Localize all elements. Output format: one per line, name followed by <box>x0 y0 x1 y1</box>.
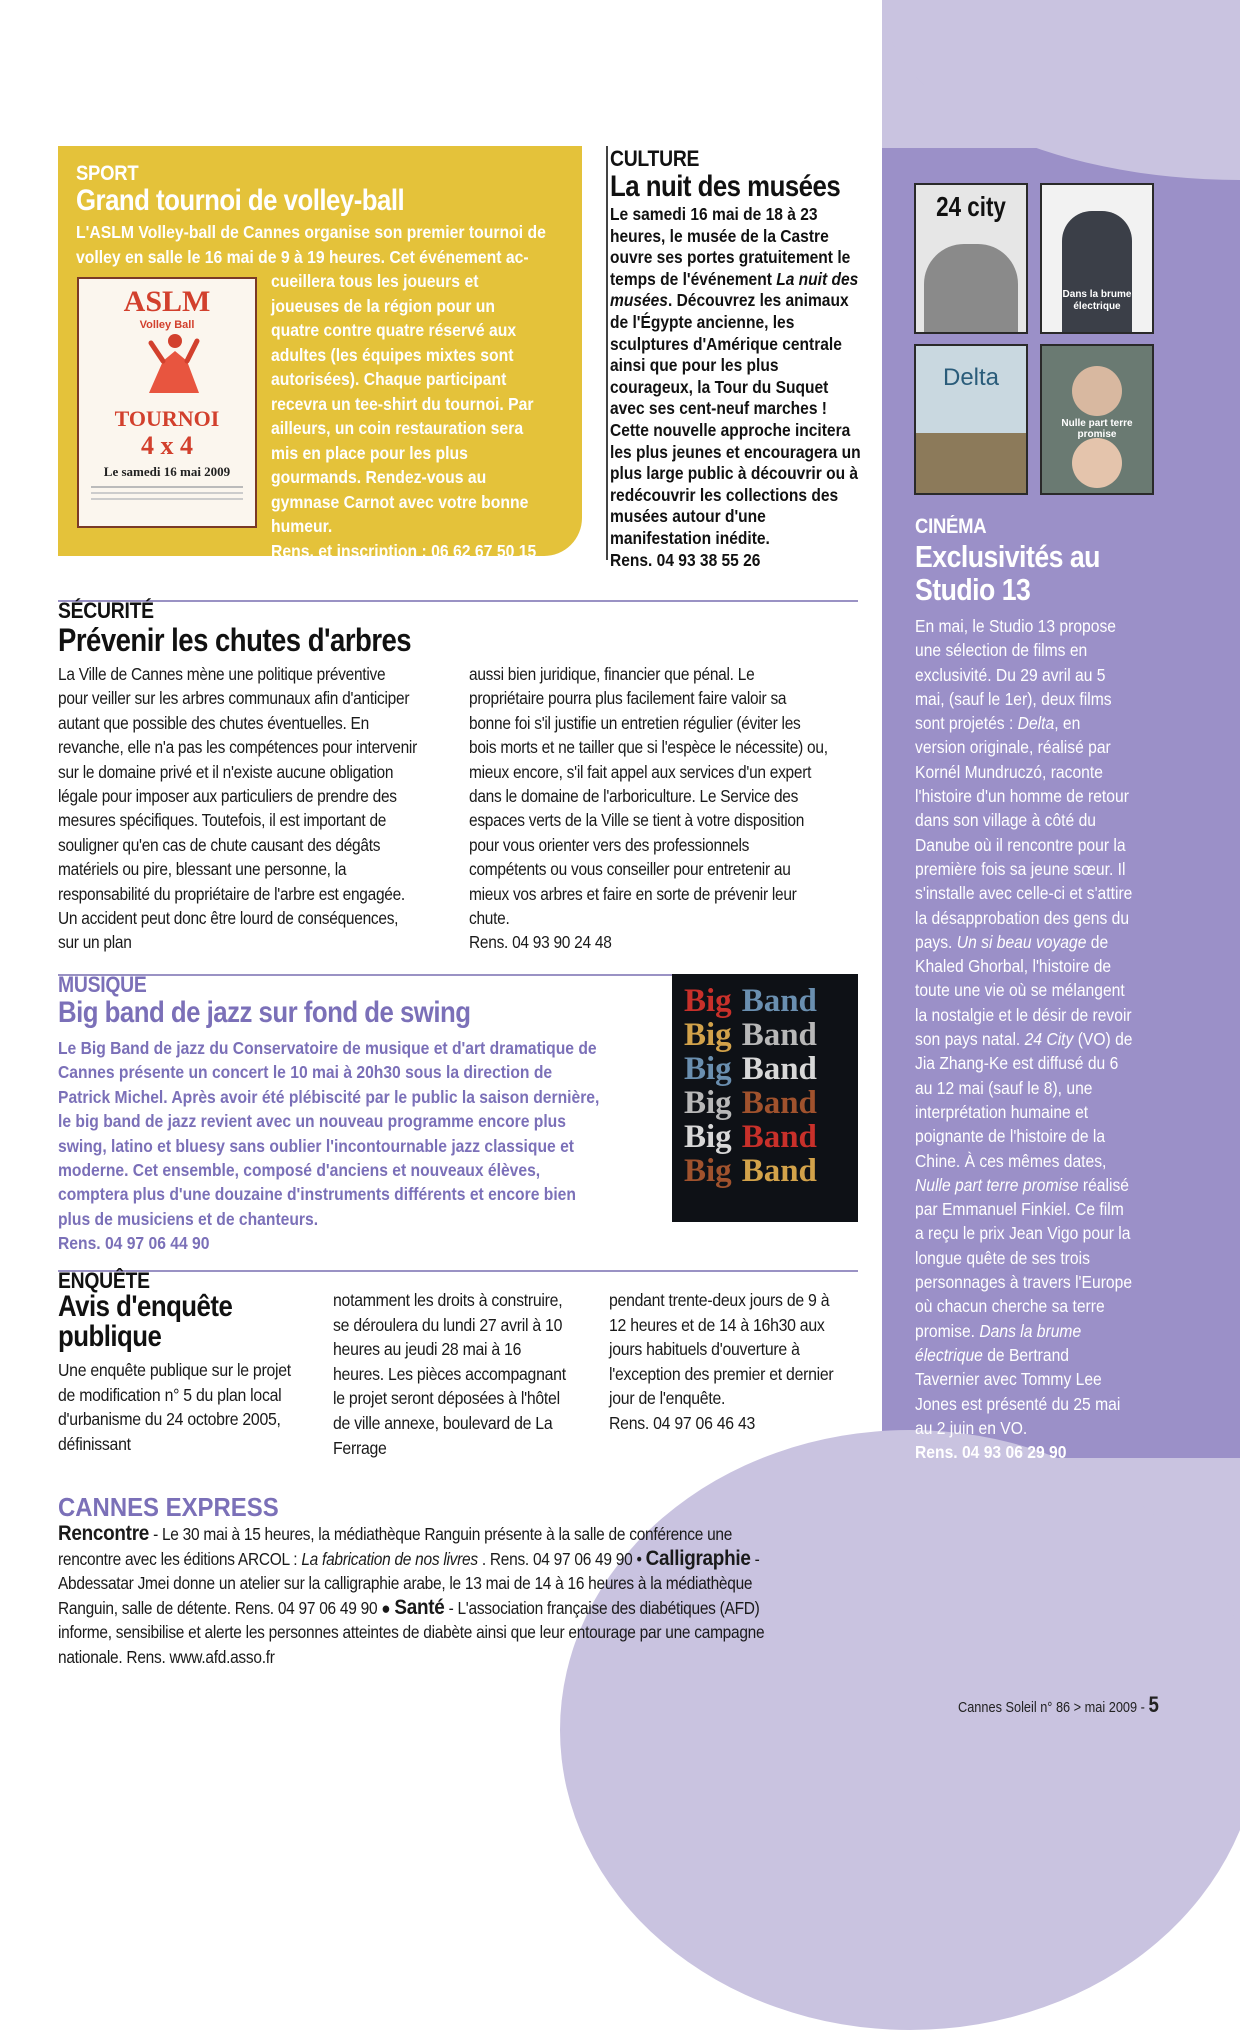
big-band-word: Band <box>741 1119 817 1155</box>
big-band-word: Band <box>741 1051 817 1087</box>
securite-rule <box>58 600 858 602</box>
poster-delta-title: Delta <box>942 364 1000 391</box>
musique-headline: Big band de jazz sur fond de swing <box>58 996 471 1029</box>
culture-contact: Rens. 04 93 38 55 26 <box>610 549 761 570</box>
poster-nulle-title: Nulle part terre promise <box>1061 418 1133 440</box>
poster-dans-la-brume <box>1040 183 1154 334</box>
culture-text-b: . Découvrez les animaux de l'Égypte ancienne, les sculptures d'Amérique centrale ainsi que pour les plus courageux, la Tour du Suquet avec ses cent-neuf marches ! Cette nouvelle approche incitera les plus jeunes et encouragera un plus large public à découvrir ou à redécouvrir les collections des musées autour d'une manifestation inédite. <box>610 290 861 548</box>
poster-24-city <box>914 183 1028 334</box>
big-band-row <box>684 1154 827 1188</box>
big-band-row <box>684 1018 827 1052</box>
sport-contact: Rens. et inscription : 06 62 67 50 15 <box>271 540 537 561</box>
culture-event-name: La nuit des musées <box>610 268 859 311</box>
culture-kicker: CULTURE <box>610 146 700 171</box>
cinema-body <box>915 614 1133 1464</box>
cinema-headline: Exclusivités au Studio 13 <box>915 539 1100 607</box>
footer-publication: Cannes Soleil n° 86 > mai 2009 - <box>958 1699 1149 1716</box>
big-band-word: Band <box>741 983 817 1019</box>
cinema-contact: Rens. 04 93 06 29 90 <box>915 1442 1067 1463</box>
enquete-contact: Rens. 04 97 06 46 43 <box>609 1412 756 1433</box>
enquete-headline: Avis d'enquête publique <box>58 1290 233 1353</box>
musique-body <box>58 1036 605 1256</box>
cinema-text-2: , en version originale, réalisé par Kornél Mundruczó, raconte l'histoire d'un homme de retour dans son village à côté du Danube où il rencontre pour la première fois sa jeune sœur. Il s'installe avec celle-ci et s'attire la désapprobation des gens du pays. <box>915 713 1133 952</box>
big-band-word: Big <box>684 1051 732 1087</box>
securite-headline: Prévenir les chutes d'arbres <box>58 622 412 658</box>
big-band-row <box>684 1086 827 1120</box>
sport-poster-image <box>77 277 257 528</box>
cinema-film-24city: 24 City <box>1024 1029 1074 1050</box>
cannes-express-body <box>58 1522 778 1670</box>
bottom-decorative-arc <box>560 1430 1240 2030</box>
cinema-film-brume: Dans la brume électrique <box>915 1320 1082 1365</box>
big-band-word: Big <box>684 1153 732 1189</box>
page-number: 5 <box>1148 1692 1159 1717</box>
big-band-word: Big <box>684 1017 732 1053</box>
ce-rencontre-title: La fabrication de nos livres <box>301 1548 478 1569</box>
poster-nulle-part <box>1040 344 1154 495</box>
big-band-word: Band <box>741 1085 817 1121</box>
cannes-express-title: CANNES EXPRESS <box>58 1492 279 1522</box>
cinema-text-1: En mai, le Studio 13 propose une sélection de films en exclusivité. Du 29 avril au 5 mai, (sauf le 1er), deux films sont projetés : <box>915 616 1116 734</box>
enquete-column-3 <box>609 1288 843 1436</box>
poster-format: 4 x 4 <box>141 431 193 460</box>
sport-headline: Grand tournoi de volley-ball <box>76 184 405 217</box>
musique-contact: Rens. 04 97 06 44 90 <box>58 1233 210 1254</box>
big-band-image <box>672 974 858 1222</box>
sport-body-text: cueillera tous les joueurs et joueuses de la région pour un quatre contre quatre réservé aux adultes (les équipes mixtes sont autorisées). Chaque participant recevra un tee-shirt du tournoi. Par ailleurs, un coin restauration sera mis en place pour les plus gourmands. Rendez-vous au gymnase Carnot avec votre bonne humeur. <box>271 271 534 536</box>
ce-rencontre-contact: . Rens. 04 97 06 49 90 • <box>477 1548 646 1569</box>
culture-headline: La nuit des musées <box>610 170 841 203</box>
poster-delta <box>914 344 1028 495</box>
enquete-kicker: ENQUÊTE <box>58 1268 150 1293</box>
big-band-row <box>684 1052 827 1086</box>
securite-column-1: La Ville de Cannes mène une politique préventive pour veiller sur les arbres communaux afin d'anticiper autant que possible des chutes éventuelles. En revanche, elle n'a pas les compétences pour intervenir sur le domaine privé et il n'existe aucune obligation légale pour imposer aux particuliers de prendre des mesures spécifiques. Toutefois, il est important de souligner qu'en cas de chute causant des dégâts matériels ou pire, blessant une personne, la responsabilité du propriétaire de l'arbre est engagée. Un accident peut donc être lourd de conséquences, sur un plan <box>58 664 417 953</box>
securite-kicker: SÉCURITÉ <box>58 598 154 623</box>
big-band-word: Band <box>741 1017 817 1053</box>
sport-body <box>271 269 541 588</box>
ce-item-sante: Santé <box>394 1595 445 1619</box>
big-band-word: Band <box>741 1153 817 1189</box>
poster-brand: ASLM <box>123 285 211 318</box>
sport-article <box>58 146 582 585</box>
sport-kicker: SPORT <box>76 162 139 185</box>
securite-col2-text: aussi bien juridique, financier que pénal. Le propriétaire pourra plus facilement faire valoir sa bonne foi s'il justifie un entretien régulier (éviter les bois morts et ne tailler que si l'espèce le nécessite) ou, mieux encore, s'il fait appel aux services d'un expert dans le domaine de l'arboriculture. Le Service des espaces verts de la Ville se tient à votre disposition pour vous orienter vers des professionnels compétents ou vous conseiller pour entretenir au mieux vos arbres et faire en sorte de prévenir leur chute. <box>469 664 828 929</box>
big-band-word: Big <box>684 1119 732 1155</box>
enquete-column-1: Une enquête publique sur le projet de modification n° 5 du plan local d'urbanisme du 24 octobre 2005, définissant <box>58 1360 291 1454</box>
cinema-text-3: de Khaled Ghorbal, l'histoire de toute une vie où se mélangent la nostalgie et le désir de revoir son pays natal. <box>915 931 1132 1050</box>
ce-rencontre-text: - Le 30 mai à 15 heures, la médiathèque Ranguin présente à la salle de conférence une rencontre avec les éditions ARCOL : <box>58 1524 733 1569</box>
poster-brume-title: Dans la brume électrique <box>1062 289 1132 312</box>
cinema-film-delta: Delta <box>1017 713 1055 734</box>
big-band-word: Big <box>684 1085 732 1121</box>
volleyball-player-icon <box>79 331 255 401</box>
cinema-text-6: de Bertrand Tavernier avec Tommy Lee Jones est présenté du 25 mai au 2 juin en VO. <box>915 1344 1121 1438</box>
poster-date: Le samedi 16 mai 2009 <box>103 464 231 479</box>
cinema-text-4: (VO) de Jia Zhang-Ke est diffusé du 6 au 12 mai (sauf le 8), une interprétation humaine et poignante de l'histoire de la Chine. À ces mêmes dates, <box>915 1029 1133 1171</box>
ce-calligraphie-text: - Abdessatar Jmei donne un atelier sur la calligraphie arabe, le 13 mai de 14 à 16 heures à la médiathèque Ranguin, salle de détente. Rens. 04 97 06 49 90 ● <box>58 1548 760 1618</box>
sport-intro: L'ASLM Volley-ball de Cannes organise son premier tournoi de volley en salle le 16 mai de 9 à 19 heures. Cet événement ac- <box>76 222 546 267</box>
enquete-rule <box>58 1270 858 1272</box>
cinema-film-nulle-part: Nulle part terre promise <box>915 1174 1079 1195</box>
sport-url-link[interactable]: http://aslm.volley.free.fr <box>271 565 448 585</box>
culture-divider <box>606 146 608 560</box>
ce-sante-text: - L'association française des diabétiques (AFD) informe, sensibilise et alerte les personnes atteintes de diabète ainsi que leur entourage par une campagne nationale. Rens. www.afd.asso.fr <box>58 1597 765 1667</box>
big-band-word: Big <box>684 983 732 1019</box>
cinema-film-voyage: Un si beau voyage <box>956 931 1087 952</box>
culture-text-a: Le samedi 16 mai de 18 à 23 heures, le musée de la Castre ouvre ses portes gratuitement le temps de l'événement <box>610 204 851 289</box>
poster-24-city-title: 24 city <box>936 191 1006 222</box>
musique-body-text: Le Big Band de jazz du Conservatoire de musique et d'art dramatique de Cannes présente un concert le 10 mai à 20h30 sous la direction de Patrick Michel. Après avoir été plébiscité par le public la saison dernière, le big band de jazz revient avec un nouveau programme encore plus swing, latino et bluesy sans oublier l'incontournable jazz classique et moderne. Cet ensemble, composé d'anciens et nouveaux élèves, comptera plus d'une douzaine d'instruments différents et encore bien plus de musiciens et de chanteurs. <box>58 1038 600 1229</box>
enquete-column-2: notamment les droits à construire, se déroulera du lundi 27 avril à 10 heures au jeudi 28 mai à 16 heures. Les pièces accompagnant le projet seront déposées à l'hôtel de ville annexe, boulevard de La Ferrage <box>333 1290 566 1458</box>
musique-kicker: MUSIQUE <box>58 972 147 997</box>
securite-column-2 <box>469 662 829 955</box>
cinema-kicker: CINÉMA <box>915 515 987 538</box>
enquete-col3-text: pendant trente-deux jours de 9 à 12 heures et de 14 à 16h30 aux jours habituels d'ouverture à l'exception des premier et dernier jour de l'enquête. <box>609 1290 834 1409</box>
poster-title: TOURNOI <box>114 406 220 431</box>
big-band-row <box>684 984 827 1018</box>
poster-sub: Volley Ball <box>139 319 195 331</box>
ce-item-rencontre: Rencontre <box>58 1522 150 1545</box>
big-band-row <box>684 1120 827 1154</box>
culture-body <box>610 204 862 571</box>
page-footer <box>958 1692 1159 1718</box>
ce-item-calligraphie: Calligraphie <box>645 1546 751 1570</box>
cinema-text-5: réalisé par Emmanuel Finkiel. Ce film a reçu le prix Jean Vigo pour la longue quête de ses trois personnages à travers l'Europe où chacun cherche sa terre promise. <box>915 1174 1133 1341</box>
securite-contact: Rens. 04 93 90 24 48 <box>469 932 612 953</box>
